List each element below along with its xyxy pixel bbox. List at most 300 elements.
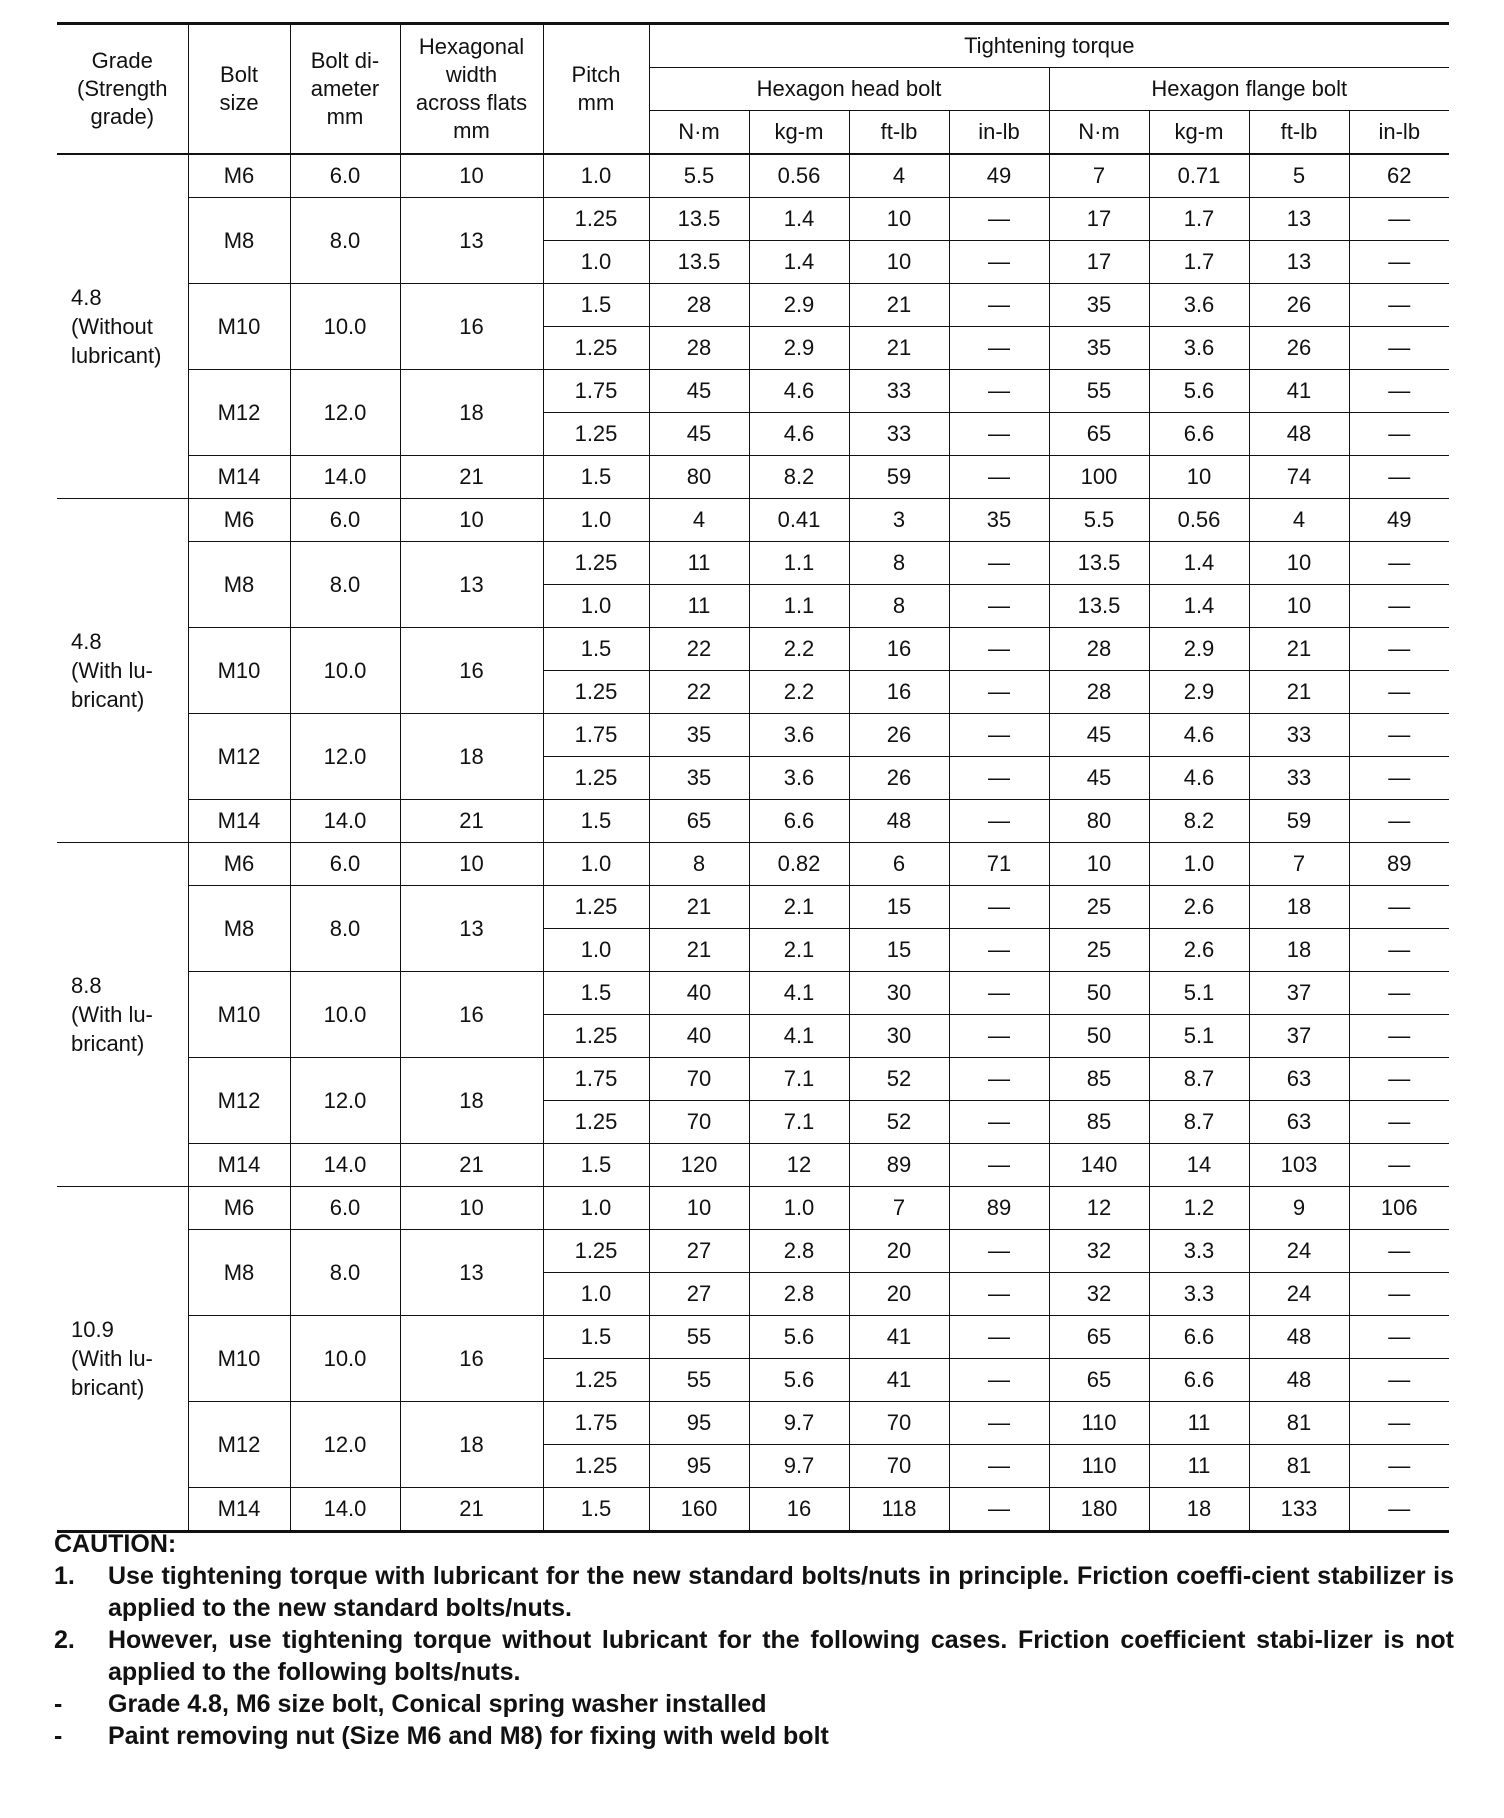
flange-torque-cell: 63 (1249, 1058, 1349, 1101)
flange-torque-cell: 65 (1049, 1359, 1149, 1402)
hex-width-cell: 10 (400, 499, 543, 542)
pitch-cell: 1.25 (543, 1230, 649, 1273)
hex-width-cell: 16 (400, 972, 543, 1058)
flange-torque-cell: 10 (1149, 456, 1249, 499)
head-torque-cell: 1.1 (749, 542, 849, 585)
flange-torque-cell: 5.1 (1149, 972, 1249, 1015)
head-torque-cell: 4.1 (749, 1015, 849, 1058)
flange-torque-cell: 12 (1049, 1187, 1149, 1230)
head-torque-cell: 27 (649, 1273, 749, 1316)
head-torque-cell: — (949, 241, 1049, 284)
flange-torque-cell: 13.5 (1049, 542, 1149, 585)
hex-width-cell: 21 (400, 456, 543, 499)
bolt-diameter-cell: 8.0 (290, 542, 400, 628)
head-torque-cell: 33 (849, 413, 949, 456)
pitch-cell: 1.25 (543, 1359, 649, 1402)
flange-torque-cell: 1.7 (1149, 198, 1249, 241)
flange-torque-cell: 1.4 (1149, 542, 1249, 585)
head-torque-cell: 1.4 (749, 241, 849, 284)
pitch-cell: 1.0 (543, 929, 649, 972)
head-torque-cell: 9.7 (749, 1445, 849, 1488)
caution-note-text: Paint removing nut (Size M6 and M8) for fixing with weld bolt (108, 1722, 829, 1750)
bolt-diameter-cell: 6.0 (290, 499, 400, 542)
head-torque-cell: 2.8 (749, 1230, 849, 1273)
head-torque-cell: — (949, 1316, 1049, 1359)
flange-torque-cell: 48 (1249, 1359, 1349, 1402)
hex-width-cell: 16 (400, 628, 543, 714)
flange-torque-cell: 17 (1049, 241, 1149, 284)
flange-torque-cell: 7 (1249, 843, 1349, 886)
head-torque-cell: 55 (649, 1316, 749, 1359)
bolt-size-cell: M14 (188, 1488, 290, 1532)
head-torque-cell: 35 (649, 757, 749, 800)
hex-width-cell: 18 (400, 370, 543, 456)
pitch-cell: 1.5 (543, 1144, 649, 1187)
flange-torque-cell: — (1349, 1144, 1449, 1187)
flange-torque-cell: 80 (1049, 800, 1149, 843)
flange-torque-cell: — (1349, 198, 1449, 241)
head-torque-cell: 3.6 (749, 714, 849, 757)
flange-torque-cell: 13 (1249, 198, 1349, 241)
flange-torque-cell: 18 (1249, 929, 1349, 972)
head-torque-cell: 30 (849, 1015, 949, 1058)
flange-torque-cell: 103 (1249, 1144, 1349, 1187)
flange-torque-cell: 8.2 (1149, 800, 1249, 843)
flange-torque-cell: 180 (1049, 1488, 1149, 1532)
table-row (57, 456, 1449, 499)
head-torque-cell: 16 (849, 671, 949, 714)
pitch-cell: 1.0 (543, 154, 649, 198)
bolt-diameter-cell: 8.0 (290, 1230, 400, 1316)
flange-torque-cell: 18 (1149, 1488, 1249, 1532)
flange-torque-cell: — (1349, 1359, 1449, 1402)
head-torque-cell: 5.6 (749, 1316, 849, 1359)
flange-torque-cell: 10 (1249, 585, 1349, 628)
head-torque-cell: 5.6 (749, 1359, 849, 1402)
flange-torque-cell: 35 (1049, 327, 1149, 370)
table-row (57, 284, 1449, 327)
flange-torque-cell: 6.6 (1149, 1316, 1249, 1359)
head-torque-cell: — (949, 1273, 1049, 1316)
flange-torque-cell: 1.2 (1149, 1187, 1249, 1230)
bolt-size-cell: M6 (188, 1187, 290, 1230)
flange-torque-cell: 0.56 (1149, 499, 1249, 542)
flange-torque-cell: 50 (1049, 972, 1149, 1015)
head-torque-cell: 8 (849, 542, 949, 585)
flange-torque-cell: — (1349, 241, 1449, 284)
table-row (57, 1488, 1449, 1532)
header-unit-6: ft-lb (1249, 111, 1349, 155)
head-torque-cell: 20 (849, 1273, 949, 1316)
flange-torque-cell: 3.3 (1149, 1230, 1249, 1273)
caution-note (54, 1560, 1454, 1624)
flange-torque-cell: — (1349, 585, 1449, 628)
flange-torque-cell: — (1349, 757, 1449, 800)
pitch-cell: 1.25 (543, 542, 649, 585)
flange-torque-cell: 26 (1249, 327, 1349, 370)
head-torque-cell: — (949, 757, 1049, 800)
hex-width-cell: 21 (400, 800, 543, 843)
head-torque-cell: — (949, 585, 1049, 628)
hex-width-cell: 18 (400, 714, 543, 800)
table-row (57, 628, 1449, 671)
table-row (57, 1144, 1449, 1187)
flange-torque-cell: 24 (1249, 1230, 1349, 1273)
head-torque-cell: 13.5 (649, 198, 749, 241)
pitch-cell: 1.5 (543, 1316, 649, 1359)
flange-torque-cell: — (1349, 628, 1449, 671)
grade-block (57, 1187, 1449, 1532)
head-torque-cell: 52 (849, 1101, 949, 1144)
flange-torque-cell: — (1349, 929, 1449, 972)
grade-block (57, 499, 1449, 843)
head-torque-cell: — (949, 628, 1049, 671)
head-torque-cell: 26 (849, 714, 949, 757)
flange-torque-cell: 5.6 (1149, 370, 1249, 413)
bolt-diameter-cell: 14.0 (290, 1144, 400, 1187)
head-torque-cell: 2.9 (749, 284, 849, 327)
head-torque-cell: 10 (849, 241, 949, 284)
flange-torque-cell: 81 (1249, 1402, 1349, 1445)
head-torque-cell: — (949, 542, 1049, 585)
flange-torque-cell: — (1349, 714, 1449, 757)
head-torque-cell: 16 (749, 1488, 849, 1532)
flange-torque-cell: 11 (1149, 1402, 1249, 1445)
flange-torque-cell: 1.7 (1149, 241, 1249, 284)
hex-width-cell: 13 (400, 198, 543, 284)
flange-torque-cell: 74 (1249, 456, 1349, 499)
pitch-cell: 1.0 (543, 1187, 649, 1230)
flange-torque-cell: — (1349, 1402, 1449, 1445)
bolt-size-cell: M8 (188, 1230, 290, 1316)
bolt-size-cell: M12 (188, 370, 290, 456)
bolt-diameter-cell: 6.0 (290, 843, 400, 886)
bolt-size-cell: M6 (188, 843, 290, 886)
head-torque-cell: — (949, 327, 1049, 370)
flange-torque-cell: 32 (1049, 1273, 1149, 1316)
flange-torque-cell: 26 (1249, 284, 1349, 327)
head-torque-cell: 2.1 (749, 929, 849, 972)
head-torque-cell: 65 (649, 800, 749, 843)
pitch-cell: 1.25 (543, 886, 649, 929)
flange-torque-cell: 37 (1249, 1015, 1349, 1058)
flange-torque-cell: — (1349, 1015, 1449, 1058)
bolt-diameter-cell: 10.0 (290, 284, 400, 370)
bolt-size-cell: M10 (188, 1316, 290, 1402)
flange-torque-cell: 11 (1149, 1445, 1249, 1488)
bolt-diameter-cell: 14.0 (290, 800, 400, 843)
bolt-diameter-cell: 6.0 (290, 154, 400, 198)
grade-label (57, 843, 188, 1187)
head-torque-cell: — (949, 198, 1049, 241)
flange-torque-cell: 10 (1249, 542, 1349, 585)
pitch-cell: 1.25 (543, 671, 649, 714)
bolt-size-cell: M10 (188, 628, 290, 714)
flange-torque-cell: 17 (1049, 198, 1149, 241)
head-torque-cell: 15 (849, 886, 949, 929)
pitch-cell: 1.75 (543, 370, 649, 413)
flange-torque-cell: 8.7 (1149, 1058, 1249, 1101)
flange-torque-cell: 45 (1049, 757, 1149, 800)
header-unit-7: in-lb (1349, 111, 1449, 155)
flange-torque-cell: 89 (1349, 843, 1449, 886)
header-hex-head-bolt: Hexagon head bolt (649, 68, 1049, 111)
caution-note-text: Grade 4.8, M6 size bolt, Conical spring washer installed (108, 1690, 767, 1718)
flange-torque-cell: 28 (1049, 671, 1149, 714)
head-torque-cell: 21 (849, 284, 949, 327)
pitch-cell: 1.25 (543, 1445, 649, 1488)
flange-torque-cell: 21 (1249, 628, 1349, 671)
bolt-size-cell: M8 (188, 542, 290, 628)
head-torque-cell: 0.56 (749, 154, 849, 198)
head-torque-cell: — (949, 370, 1049, 413)
head-torque-cell: 9.7 (749, 1402, 849, 1445)
pitch-cell: 1.25 (543, 1015, 649, 1058)
flange-torque-cell: 110 (1049, 1402, 1149, 1445)
flange-torque-cell: — (1349, 972, 1449, 1015)
head-torque-cell: 2.9 (749, 327, 849, 370)
header-unit-3: in-lb (949, 111, 1049, 155)
flange-torque-cell: — (1349, 1445, 1449, 1488)
caution-note-marker: 2. (54, 1626, 75, 1654)
head-torque-cell: 1.0 (749, 1187, 849, 1230)
head-torque-cell: — (949, 972, 1049, 1015)
bolt-size-cell: M12 (188, 1058, 290, 1144)
head-torque-cell: 8.2 (749, 456, 849, 499)
head-torque-cell: 80 (649, 456, 749, 499)
head-torque-cell: 59 (849, 456, 949, 499)
bolt-diameter-cell: 14.0 (290, 456, 400, 499)
flange-torque-cell: 49 (1349, 499, 1449, 542)
head-torque-cell: 52 (849, 1058, 949, 1101)
head-torque-cell: — (949, 284, 1049, 327)
bolt-size-cell: M6 (188, 499, 290, 542)
table-row (57, 154, 1449, 198)
bolt-diameter-cell: 8.0 (290, 886, 400, 972)
head-torque-cell: — (949, 1488, 1049, 1532)
table-row (57, 370, 1449, 413)
head-torque-cell: 4.1 (749, 972, 849, 1015)
pitch-cell: 1.25 (543, 1101, 649, 1144)
head-torque-cell: 118 (849, 1488, 949, 1532)
pitch-cell: 1.25 (543, 757, 649, 800)
bolt-size-cell: M14 (188, 456, 290, 499)
flange-torque-cell: 37 (1249, 972, 1349, 1015)
hex-width-cell: 10 (400, 1187, 543, 1230)
head-torque-cell: 2.1 (749, 886, 849, 929)
grade-label-text: 4.8 (Without lubricant) (71, 285, 162, 368)
head-torque-cell: — (949, 671, 1049, 714)
head-torque-cell: 6 (849, 843, 949, 886)
head-torque-cell: 41 (849, 1359, 949, 1402)
head-torque-cell: 95 (649, 1445, 749, 1488)
head-torque-cell: — (949, 1058, 1049, 1101)
hex-width-cell: 13 (400, 1230, 543, 1316)
flange-torque-cell: 25 (1049, 886, 1149, 929)
flange-torque-cell: 24 (1249, 1273, 1349, 1316)
table-row (57, 499, 1449, 542)
caution-notes (54, 1560, 1454, 1752)
head-torque-cell: 4.6 (749, 413, 849, 456)
table-row (57, 542, 1449, 585)
grade-block (57, 154, 1449, 499)
table-row (57, 1187, 1449, 1230)
flange-torque-cell: 81 (1249, 1445, 1349, 1488)
head-torque-cell: 28 (649, 284, 749, 327)
header-unit-2: ft-lb (849, 111, 949, 155)
head-torque-cell: 70 (849, 1445, 949, 1488)
head-torque-cell: 2.2 (749, 628, 849, 671)
flange-torque-cell: 3.6 (1149, 284, 1249, 327)
bolt-diameter-cell: 12.0 (290, 370, 400, 456)
grade-label-text: 4.8 (With lu- bricant) (71, 629, 153, 712)
head-torque-cell: 1.1 (749, 585, 849, 628)
hex-width-cell: 21 (400, 1488, 543, 1532)
flange-torque-cell: 55 (1049, 370, 1149, 413)
head-torque-cell: 40 (649, 1015, 749, 1058)
table-row (57, 843, 1449, 886)
head-torque-cell: 10 (649, 1187, 749, 1230)
head-torque-cell: 21 (649, 929, 749, 972)
pitch-cell: 1.75 (543, 1402, 649, 1445)
flange-torque-cell: 33 (1249, 714, 1349, 757)
flange-torque-cell: 100 (1049, 456, 1149, 499)
flange-torque-cell: 32 (1049, 1230, 1149, 1273)
head-torque-cell: 89 (949, 1187, 1049, 1230)
flange-torque-cell: 4.6 (1149, 714, 1249, 757)
head-torque-cell: 35 (649, 714, 749, 757)
head-torque-cell: 40 (649, 972, 749, 1015)
flange-torque-cell: 1.0 (1149, 843, 1249, 886)
caution-title: CAUTION: (54, 1530, 177, 1558)
head-torque-cell: 3 (849, 499, 949, 542)
head-torque-cell: — (949, 1359, 1049, 1402)
table-row (57, 886, 1449, 929)
hex-width-cell: 13 (400, 886, 543, 972)
head-torque-cell: 1.4 (749, 198, 849, 241)
head-torque-cell: — (949, 800, 1049, 843)
pitch-cell: 1.5 (543, 800, 649, 843)
flange-torque-cell: — (1349, 800, 1449, 843)
head-torque-cell: 12 (749, 1144, 849, 1187)
table-row (57, 800, 1449, 843)
flange-torque-cell: 10 (1049, 843, 1149, 886)
flange-torque-cell: 14 (1149, 1144, 1249, 1187)
head-torque-cell: 41 (849, 1316, 949, 1359)
header-unit-0: N·m (649, 111, 749, 155)
grade-label (57, 1187, 188, 1532)
flange-torque-cell: 48 (1249, 413, 1349, 456)
bolt-size-cell: M6 (188, 154, 290, 198)
bolt-diameter-cell: 12.0 (290, 1402, 400, 1488)
grade-label-text: 10.9 (With lu- bricant) (71, 1317, 153, 1400)
flange-torque-cell: 41 (1249, 370, 1349, 413)
flange-torque-cell: — (1349, 886, 1449, 929)
flange-torque-cell: 2.6 (1149, 886, 1249, 929)
table-row (57, 972, 1449, 1015)
grade-block (57, 843, 1449, 1187)
flange-torque-cell: 0.71 (1149, 154, 1249, 198)
head-torque-cell: 70 (649, 1101, 749, 1144)
head-torque-cell: — (949, 714, 1049, 757)
flange-torque-cell: 4.6 (1149, 757, 1249, 800)
flange-torque-cell: 106 (1349, 1187, 1449, 1230)
head-torque-cell: 5.5 (649, 154, 749, 198)
flange-torque-cell: 6.6 (1149, 413, 1249, 456)
flange-torque-cell: 18 (1249, 886, 1349, 929)
caution-note (54, 1720, 1454, 1752)
head-torque-cell: — (949, 1402, 1049, 1445)
flange-torque-cell: 8.7 (1149, 1101, 1249, 1144)
head-torque-cell: 8 (649, 843, 749, 886)
bolt-size-cell: M8 (188, 886, 290, 972)
hex-width-cell: 13 (400, 542, 543, 628)
flange-torque-cell: 3.3 (1149, 1273, 1249, 1316)
head-torque-cell: 28 (649, 327, 749, 370)
bolt-diameter-cell: 8.0 (290, 198, 400, 284)
bolt-size-cell: M10 (188, 972, 290, 1058)
header-bolt-size: Bolt size (188, 24, 290, 155)
head-torque-cell: 4 (849, 154, 949, 198)
flange-torque-cell: 9 (1249, 1187, 1349, 1230)
flange-torque-cell: 13 (1249, 241, 1349, 284)
head-torque-cell: 10 (849, 198, 949, 241)
flange-torque-cell: 2.9 (1149, 671, 1249, 714)
hex-width-cell: 16 (400, 1316, 543, 1402)
head-torque-cell: 26 (849, 757, 949, 800)
flange-torque-cell: 2.9 (1149, 628, 1249, 671)
flange-torque-cell: 6.6 (1149, 1359, 1249, 1402)
bolt-diameter-cell: 10.0 (290, 628, 400, 714)
head-torque-cell: 55 (649, 1359, 749, 1402)
flange-torque-cell: 35 (1049, 284, 1149, 327)
flange-torque-cell: 5.5 (1049, 499, 1149, 542)
head-torque-cell: 70 (849, 1402, 949, 1445)
head-torque-cell: — (949, 456, 1049, 499)
flange-torque-cell: 50 (1049, 1015, 1149, 1058)
flange-torque-cell: 65 (1049, 413, 1149, 456)
flange-torque-cell: — (1349, 370, 1449, 413)
flange-torque-cell: 5 (1249, 154, 1349, 198)
pitch-cell: 1.0 (543, 843, 649, 886)
caution-note-marker: - (54, 1722, 63, 1750)
head-torque-cell: 4.6 (749, 370, 849, 413)
table-row (57, 1402, 1449, 1445)
header-unit-4: N·m (1049, 111, 1149, 155)
pitch-cell: 1.0 (543, 585, 649, 628)
head-torque-cell: 7.1 (749, 1058, 849, 1101)
pitch-cell: 1.5 (543, 456, 649, 499)
head-torque-cell: 4 (649, 499, 749, 542)
head-torque-cell: 16 (849, 628, 949, 671)
flange-torque-cell: 2.6 (1149, 929, 1249, 972)
pitch-cell: 1.5 (543, 284, 649, 327)
flange-torque-cell: 45 (1049, 714, 1149, 757)
head-torque-cell: 8 (849, 585, 949, 628)
pitch-cell: 1.5 (543, 1488, 649, 1532)
head-torque-cell: 15 (849, 929, 949, 972)
flange-torque-cell: 21 (1249, 671, 1349, 714)
table-row (57, 1058, 1449, 1101)
head-torque-cell: 6.6 (749, 800, 849, 843)
caution-section (54, 1528, 1454, 1752)
head-torque-cell: 45 (649, 413, 749, 456)
flange-torque-cell: 133 (1249, 1488, 1349, 1532)
header-hex-width: Hexagonal width across flats mm (400, 24, 543, 155)
flange-torque-cell: 62 (1349, 154, 1449, 198)
head-torque-cell: 33 (849, 370, 949, 413)
bolt-size-cell: M10 (188, 284, 290, 370)
